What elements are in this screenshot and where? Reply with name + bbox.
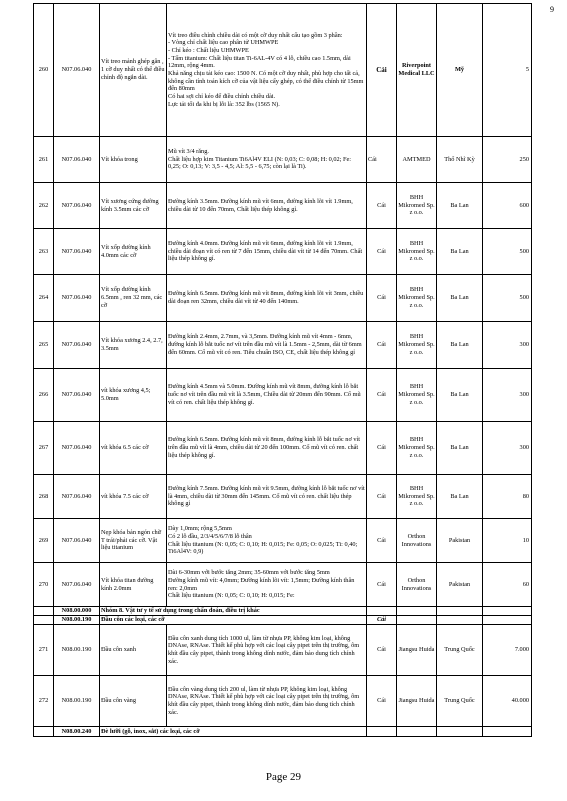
- maker-cell: BHH Mikromed Sp. z o.o.: [397, 422, 437, 475]
- page-number: Page 29: [265, 771, 302, 783]
- table-body: [34, 4, 532, 737]
- spec-cell: Đường kính 3.5mm. Đường kính mũ vít 6mm, đường kính lõi vít 1.9mm, chiều dài từ 10 đến 70mm, Chất liệu thép không gỉ.: [167, 183, 367, 229]
- table-row: [34, 625, 532, 676]
- code-cell: N07.06.040: [54, 475, 100, 519]
- code-cell: N07.06.040: [54, 137, 100, 183]
- origin-cell: Ba Lan: [437, 369, 483, 422]
- price-cell: 300: [483, 422, 532, 475]
- unit-cell: Cái: [367, 183, 397, 229]
- no-cell: 262: [34, 183, 54, 229]
- maker-cell: Orthon Innovations: [397, 563, 437, 607]
- price-table: [33, 3, 532, 737]
- table-row: [34, 563, 532, 607]
- origin-cell: Trung Quốc: [437, 676, 483, 727]
- spec-cell: Đường kính 4.0mm. Đường kính mũ vít 6mm, đường kính lõi vít 1.9mm, chiều dài đoạn vít có ren từ 7 đến 15mm, chiều dài vít từ 14 đến 70mm. Chất liệu thép không gỉ.: [167, 229, 367, 275]
- no-cell: [34, 616, 54, 625]
- unit-cell: Cái: [367, 422, 397, 475]
- maker-cell: AMTMED: [397, 137, 437, 183]
- table-row: [34, 422, 532, 475]
- unit-cell: Cái: [367, 137, 397, 183]
- origin-cell: Trung Quốc: [437, 625, 483, 676]
- price-cell: 60: [483, 563, 532, 607]
- unit-cell: Cái: [367, 275, 397, 322]
- price-cell: [483, 616, 532, 625]
- maker-cell: Jiangsu Huida: [397, 625, 437, 676]
- no-cell: [34, 607, 54, 616]
- code-cell: N08.00.190: [54, 616, 100, 625]
- price-cell: 40.000: [483, 676, 532, 727]
- origin-cell: Ba Lan: [437, 322, 483, 369]
- name-cell: vít khóa 6.5 các cỡ: [100, 422, 167, 475]
- price-cell: 500: [483, 229, 532, 275]
- unit-cell: Cái: [367, 4, 397, 137]
- price-cell: 600: [483, 183, 532, 229]
- origin-cell: Pakistan: [437, 563, 483, 607]
- section-row: [34, 607, 532, 616]
- section-title: Nhóm 8. Vật tư y tế sử dụng trong chẩn đoán, điều trị khác: [100, 607, 367, 616]
- origin-cell: Ba Lan: [437, 275, 483, 322]
- spec-cell: Đường kính 4.5mm và 5.0mm. Đường kính mũ vít 8mm, đường kính lỗ bắt tuốc nơ vít trên đầu mũ vít là 3.5mm, Chiều dài từ 20mm đến 90mm. Cổ mũ vít có ren. chất liệu thép không gỉ.: [167, 369, 367, 422]
- name-cell: Đầu côn vàng: [100, 676, 167, 727]
- unit-cell: Cái: [367, 676, 397, 727]
- maker-cell: Orthon Innovations: [397, 519, 437, 563]
- origin-cell: Pakistan: [437, 519, 483, 563]
- unit-cell: Cái: [367, 475, 397, 519]
- unit-cell: Cái: [367, 322, 397, 369]
- name-cell: Vít xốp đường kính 6.5mm , ren 32 mm, các cỡ: [100, 275, 167, 322]
- spec-cell: Mũ vít 3/4 răng. Chất liệu hợp kim Titanium Ti6Al4V ELI (N: 0,03; C: 0,08; H: 0,02; Fe: 0,25; O: 0,13; V: 3,5 - 4,5; Al: 5,5 - 6,75; còn lại là Ti).: [167, 137, 367, 183]
- name-cell: Vít xốp đường kính 4.0mm các cỡ: [100, 229, 167, 275]
- table-row: [34, 137, 532, 183]
- code-cell: N07.06.040: [54, 369, 100, 422]
- name-cell: Vít treo mảnh ghép gân , 1 cỡ duy nhất có thể điều chỉnh độ ngắn dài.: [100, 4, 167, 137]
- no-cell: 260: [34, 4, 54, 137]
- price-cell: 5: [483, 4, 532, 137]
- unit-cell: [367, 727, 397, 737]
- no-cell: [34, 727, 54, 737]
- maker-cell: [397, 727, 437, 737]
- no-cell: 264: [34, 275, 54, 322]
- price-cell: 500: [483, 275, 532, 322]
- table-row: [34, 229, 532, 275]
- no-cell: 261: [34, 137, 54, 183]
- price-cell: 250: [483, 137, 532, 183]
- spec-cell: Đầu côn xanh dung tích 1000 ul, làm từ nhựa PP, không kim loại, không DNAse, RNAse. Thiết kế phù hợp với các loại cây pipet trên thị trường, ôm khít đầu cây pipet, thành trong không dính nước, đảm bảo dung tích chính xác.: [167, 625, 367, 676]
- price-cell: 7.000: [483, 625, 532, 676]
- code-cell: N08.00.240: [54, 727, 100, 737]
- no-cell: 266: [34, 369, 54, 422]
- table-row: [34, 322, 532, 369]
- origin-cell: [437, 727, 483, 737]
- table-row: [34, 183, 532, 229]
- spec-cell: Dày 1,0mm; rộng 5,5mm Có 2 lỗ đầu, 2/3/4/5/6/7/8 lỗ thân Chất liệu titanium (N: 0,05; C: 0,10; H: 0,015; Fe: 0,05; O: 0,025; Ti: 0,40; Ti6Al4V: 0,9): [167, 519, 367, 563]
- name-cell: vít khóa 7.5 các cỡ: [100, 475, 167, 519]
- origin-cell: Ba Lan: [437, 422, 483, 475]
- maker-cell: BHH Mikromed Sp. z o.o.: [397, 475, 437, 519]
- maker-cell: BHH Mikromed Sp. z o.o.: [397, 183, 437, 229]
- section-title: Đầu côn các loại, các cỡ: [100, 616, 367, 625]
- code-cell: N07.06.040: [54, 183, 100, 229]
- no-cell: 269: [34, 519, 54, 563]
- unit-cell: Cái: [367, 625, 397, 676]
- unit-cell: Cái: [367, 563, 397, 607]
- table-row: [34, 475, 532, 519]
- code-cell: N07.06.040: [54, 4, 100, 137]
- spec-cell: Dài 6-30mm với bước tăng 2mm; 35-60mm với bước tăng 5mm Đường kính mũ vít: 4,0mm; Đường kính lõi vít: 1,5mm; Đường kính thân ren: 2,0mm Chất liệu titanium (N: 0,05; C: 0,10; H: 0,015; Fe:: [167, 563, 367, 607]
- name-cell: Vít khóa xương 2.4, 2.7, 3.5mm: [100, 322, 167, 369]
- spec-cell: Đường kính 6.5mm. Đường kính mũ vít 8mm, đường kính lỗ bắt tuốc nơ vít trên đầu mũ vít là 4mm, chiều dài từ 20 đến 100mm. Cổ mũ vít có ren. chất liệu thép không gỉ.: [167, 422, 367, 475]
- name-cell: Vít xương cứng đường kính 3.5mm các cỡ: [100, 183, 167, 229]
- spec-cell: Đường kính 2.4mm, 2.7mm, và 3,5mm. Đường kính mũ vít 4mm - 6mm, đường kính lỗ bắt tuốc nơ vít trên đầu mũ vít là 1.5mm - 2,5mm, dài từ 6mm đến 60mm. Cổ mũ vít có ren. Tiêu chuẩn ISO, CE, chất liệu thép không gỉ: [167, 322, 367, 369]
- code-cell: N07.06.040: [54, 229, 100, 275]
- maker-cell: Jiangsu Huida: [397, 676, 437, 727]
- spec-cell: Đầu côn vàng dung tích 200 ul, làm từ nhựa PP, không kim loại, không DNAse, RNAse. Thiết kế phù hợp với các loại cây pipet trên thị trường, ôm khít đầu cây pipet, thành trong không dính nước, đảm bảo dung tích chính xác.: [167, 676, 367, 727]
- maker-cell: BHH Mikromed Sp. z o.o.: [397, 369, 437, 422]
- name-cell: Nẹp khóa bản ngón chữ T trái/phải các cỡ. Vật liệu titanium: [100, 519, 167, 563]
- unit-cell: Cái: [367, 369, 397, 422]
- stray-mark: 9: [550, 5, 554, 14]
- no-cell: 272: [34, 676, 54, 727]
- name-cell: Vít khóa titan đường kính 2.0mm: [100, 563, 167, 607]
- code-cell: N07.06.040: [54, 275, 100, 322]
- section-row: [34, 616, 532, 625]
- origin-cell: Ba Lan: [437, 229, 483, 275]
- origin-cell: Ba Lan: [437, 183, 483, 229]
- code-cell: N07.06.040: [54, 519, 100, 563]
- maker-cell: BHH Mikromed Sp. z o.o.: [397, 275, 437, 322]
- maker-cell: [397, 616, 437, 625]
- section-title: Đè lưỡi (gỗ, inox, sắt) các loại, các cỡ: [100, 727, 367, 737]
- no-cell: 263: [34, 229, 54, 275]
- name-cell: Đầu côn xanh: [100, 625, 167, 676]
- code-cell: N07.06.040: [54, 422, 100, 475]
- spec-cell: Vít treo điều chỉnh chiều dài có một cỡ duy nhất cấu tạo gồm 3 phần: - Vòng chỉ chất liệu cao phân tử UHMWPE - Chỉ kéo : Chất liệu UHMWPE - Tấm titanium: Chất liệu titan Ti-6AL-4V có 4 lỗ, chiều cao 1.5mm, dài 12mm, rộng 4mm. Khả năng chịu tải kéo cao: 1500 N. Có một cỡ duy nhất, phù hợp cho tất cả, không cần tính toán kích cỡ của vật liệu cấy ghép, có thể điều chỉnh từ 15mm đến 80mm Có hai sợi chỉ kéo để điều chỉnh chiều dài. Lực tải tối đa khi bị lỗi là: 352 lbs (1565 N).: [167, 4, 367, 137]
- price-cell: [483, 607, 532, 616]
- name-cell: Vít khóa trong: [100, 137, 167, 183]
- code-cell: N08.00.190: [54, 676, 100, 727]
- maker-cell: [397, 607, 437, 616]
- table-row: [34, 519, 532, 563]
- table-row: [34, 676, 532, 727]
- spec-cell: Đường kính 6.5mm. Đường kính mũ vít 8mm, đường kính lõi vít 3mm, chiều dài đoạn ren 32mm, chiều dài vít từ 40 đến 140mm.: [167, 275, 367, 322]
- section-row: [34, 727, 532, 737]
- code-cell: N07.06.040: [54, 563, 100, 607]
- table-row: [34, 4, 532, 137]
- table-row: [34, 369, 532, 422]
- maker-cell: BHH Mikromed Sp. z o.o.: [397, 322, 437, 369]
- price-cell: 80: [483, 475, 532, 519]
- price-cell: 300: [483, 322, 532, 369]
- no-cell: 267: [34, 422, 54, 475]
- origin-cell: Ba Lan: [437, 475, 483, 519]
- name-cell: vít khóa xương 4,5; 5.0mm: [100, 369, 167, 422]
- no-cell: 265: [34, 322, 54, 369]
- code-cell: N08.00.190: [54, 625, 100, 676]
- unit-cell: Cái: [367, 616, 397, 625]
- code-cell: N08.00.000: [54, 607, 100, 616]
- no-cell: 268: [34, 475, 54, 519]
- code-cell: N07.06.040: [54, 322, 100, 369]
- origin-cell: Thổ Nhĩ Kỳ: [437, 137, 483, 183]
- table-row: [34, 275, 532, 322]
- origin-cell: Mỹ: [437, 4, 483, 137]
- price-cell: 10: [483, 519, 532, 563]
- unit-cell: [367, 607, 397, 616]
- spec-cell: Đường kính 7.5mm. Đường kính mũ vít 9.5mm, đường kính lỗ bắt tuốc nơ vít là 4mm, chiều dài từ 30mm đến 145mm. Cổ mũ vít có ren. chất liệu thép không gỉ: [167, 475, 367, 519]
- no-cell: 270: [34, 563, 54, 607]
- maker-cell: BHH Mikromed Sp. z o.o.: [397, 229, 437, 275]
- price-cell: 300: [483, 369, 532, 422]
- unit-cell: Cái: [367, 519, 397, 563]
- no-cell: 271: [34, 625, 54, 676]
- origin-cell: [437, 607, 483, 616]
- origin-cell: [437, 616, 483, 625]
- unit-cell: Cái: [367, 229, 397, 275]
- price-cell: [483, 727, 532, 737]
- maker-cell: Riverpoint Medical LLC: [397, 4, 437, 137]
